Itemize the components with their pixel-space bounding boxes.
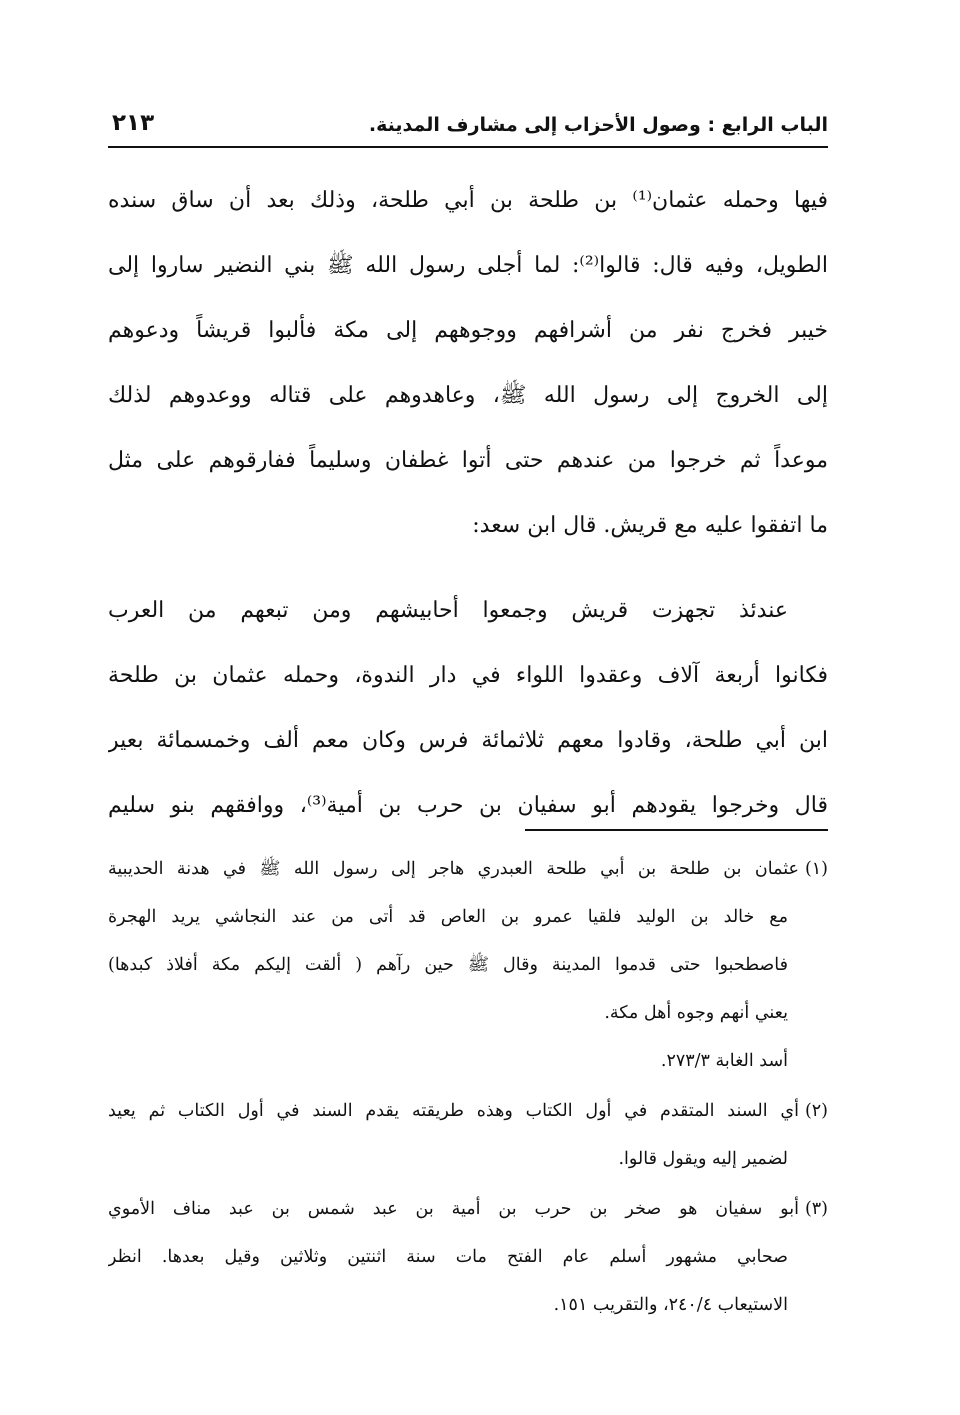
footnote-line: فاصطحبوا حتى قدموا المدينة وقال ﷺ حين رآهم ( ألقت إليكم مكة أفلاذ كبدها) [108, 955, 788, 975]
text-line: عندئذ تجهزت قريش وجمعوا أحابيشهم ومن تبعهم من العرب [108, 598, 788, 623]
page-header [108, 110, 828, 148]
main-text [108, 168, 828, 838]
footnote-number: (٢) [804, 1101, 828, 1121]
footnote-line: لضمير إليه ويقول قالوا. [618, 1149, 788, 1169]
footnote-line: صحابي مشهور أسلم عام الفتح مات سنة اثنتين وثلاثين وقيل بعدها. انظر [108, 1247, 788, 1267]
footnote-line: الاستيعاب ٢٤٠/٤، والتقريب ١٥١. [553, 1295, 788, 1315]
footnote-1 [108, 845, 828, 893]
footnote-line: مع خالد بن الوليد فلقيا عمرو بن العاص قد أتى من عند النجاشي يريد الهجرة [108, 907, 788, 927]
footnote-2 [108, 1087, 828, 1135]
text-line: إلى الخروج إلى رسول الله ﷺ، وعاهدوهم على قتاله ووعدوهم لذلك [108, 383, 828, 408]
footnote-line: أسد الغابة ٢٧٣/٣. [660, 1051, 788, 1071]
footnote-text: أبو سفيان هو صخر بن حرب بن أمية بن عبد شمس بن عبد مناف الأموي [108, 1199, 799, 1219]
footnote-text: عثمان بن طلحة بن أبي طلحة العبدري هاجر إلى رسول الله ﷺ في هدنة الحديبية [108, 859, 799, 879]
text-line: موعداً ثم خرجوا من عندهم حتى أتوا غطفان وسليماً ففارقوهم على مثل [108, 448, 828, 473]
text-line: الطويل، وفيه قال: قالوا⁽²⁾: لما أجلى رسول الله ﷺ بني النضير ساروا إلى [108, 253, 828, 278]
text-line: قال وخرجوا يقودهم أبو سفيان بن حرب بن أمية⁽³⁾، ووافقهم بنو سليم [108, 793, 828, 818]
text-line: فيها وحمله عثمان⁽¹⁾ بن طلحة بن أبي طلحة، وذلك بعد أن ساق سنده [108, 188, 828, 213]
footnote-number: (١) [804, 859, 828, 879]
footnote-number: (٣) [804, 1199, 828, 1219]
text-line: فكانوا أربعة آلاف وعقدوا اللواء في دار الندوة، وحمله عثمان بن طلحة [108, 663, 828, 688]
footnote-line: يعني أنهم وجوه أهل مكة. [604, 1003, 788, 1023]
footnotes [108, 845, 828, 1329]
footnote-text: أي السند المتقدم في أول الكتاب وهذه طريقته يقدم السند في أول الكتاب ثم يعيد [108, 1101, 799, 1121]
text-line: ابن أبي طلحة، وقادوا معهم ثلاثمائة فرس وكان معم ألف وخمسمائة بعير [108, 728, 828, 753]
footnote-3 [108, 1185, 828, 1233]
text-line: ما اتفقوا عليه مع قريش. قال ابن سعد: [472, 513, 828, 538]
footnote-separator [525, 829, 828, 831]
running-title: الباب الرابع : وصول الأحزاب إلى مشارف المدينة. [368, 114, 828, 136]
page-number: ٢١٣ [112, 110, 155, 136]
text-line: خيبر فخرج نفر من أشرافهم ووجوههم إلى مكة فألبوا قريشاً ودعوهم [108, 318, 828, 343]
